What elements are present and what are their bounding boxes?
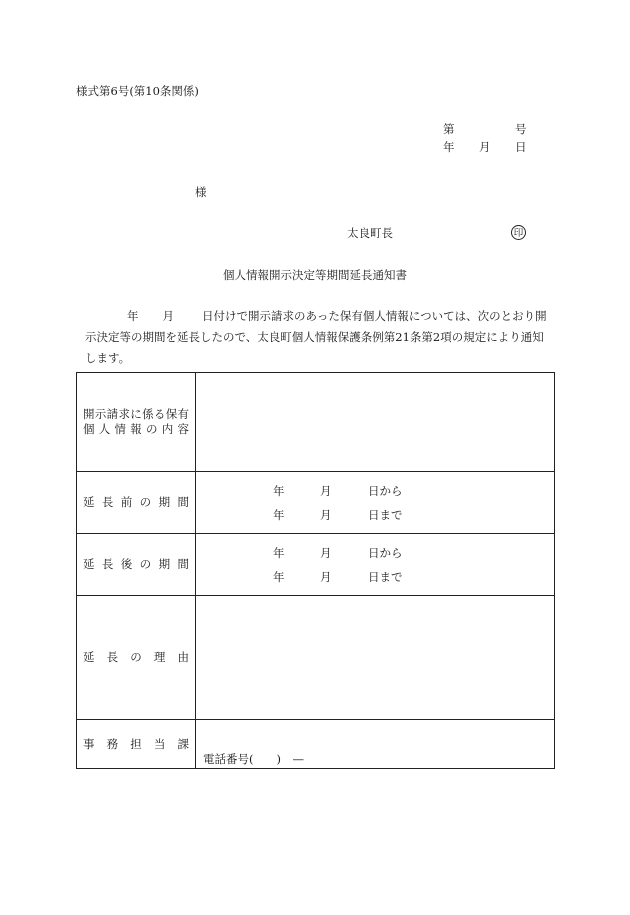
before-to-day: 日まで [368, 508, 403, 522]
body-paragraph [85, 306, 550, 369]
body-line-1 [85, 306, 550, 327]
notification-table [76, 372, 555, 769]
reason-value-cell[interactable] [196, 596, 555, 720]
content-label-line-2: 個 人 情 報 の 内 容 [83, 422, 189, 436]
after-label: 延 長 後 の 期 間 [83, 557, 189, 571]
form-number: 様式第6号(第10条関係) [76, 84, 199, 98]
body-line-3: します。 [85, 351, 131, 365]
before-from-day: 日から [368, 484, 403, 498]
before-period-cell[interactable] [196, 472, 555, 534]
body-year: 年 [127, 309, 139, 323]
tel-label: 電話番号( ) — [203, 751, 304, 766]
after-from-year: 年 [273, 546, 285, 560]
content-label-cell [77, 373, 196, 472]
reason-label-cell [77, 596, 196, 720]
before-from-month: 月 [320, 484, 332, 498]
before-to-year: 年 [273, 508, 285, 522]
table-row-before [77, 472, 555, 534]
document-title: 個人情報開示決定等期間延長通知書 [223, 268, 407, 282]
after-label-cell [77, 534, 196, 596]
after-from-day: 日から [368, 546, 403, 560]
after-to-day: 日まで [368, 570, 403, 584]
addressee-suffix: 様 [195, 185, 207, 199]
issuer-name: 太良町長 [347, 226, 393, 240]
before-to-month: 月 [320, 508, 332, 522]
before-from-year: 年 [273, 484, 285, 498]
after-to-month: 月 [320, 570, 332, 584]
issue-date-day: 日 [515, 140, 527, 154]
table-row-after [77, 534, 555, 596]
body-month: 月 [162, 309, 174, 323]
after-from-month: 月 [320, 546, 332, 560]
document-number-suffix: 号 [515, 122, 527, 136]
table-row-dept [77, 720, 555, 769]
document-number-prefix: 第 [443, 122, 455, 136]
before-label-cell [77, 472, 196, 534]
reason-label: 延 長 の 理 由 [83, 650, 189, 664]
before-label: 延 長 前 の 期 間 [83, 495, 189, 509]
dept-value-cell[interactable] [196, 720, 555, 769]
after-to-year: 年 [273, 570, 285, 584]
after-period-cell[interactable] [196, 534, 555, 596]
table-row-reason [77, 596, 555, 720]
issue-date-year: 年 [443, 140, 455, 154]
body-line-2: 示決定等の期間を延長したので、太良町個人情報保護条例第21条第2項の規定により通知 [85, 330, 544, 344]
issue-date-month: 月 [479, 140, 491, 154]
content-label-line-1: 開 示 請 求 に 係 る 保 有 [83, 407, 189, 421]
dept-label-cell [77, 720, 196, 769]
seal-mark: 印 [511, 225, 526, 240]
dept-label: 事 務 担 当 課 [83, 736, 189, 751]
content-value-cell[interactable] [196, 373, 555, 472]
table-row-content [77, 373, 555, 472]
body-text-1: 日付けで開示請求のあった保有個人情報については、次のとおり開 [202, 309, 547, 323]
